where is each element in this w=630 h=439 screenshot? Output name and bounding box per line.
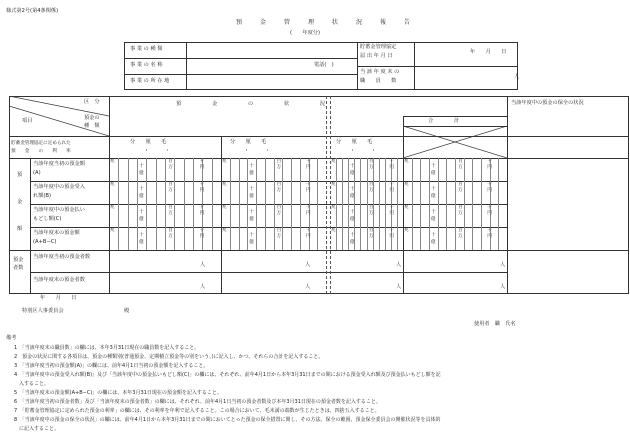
unit-mark-en: 円 [389, 234, 394, 239]
label-agreement-date-1: 貯蓄金管理協定 [360, 44, 397, 50]
unit-mark-oku_a: 十 [431, 187, 436, 192]
label-biz-type: 事 業 の 種 類 [130, 46, 163, 52]
unit-mark-en: 円 [306, 234, 311, 239]
header-yokin-1: 預金の [84, 115, 100, 121]
header-kubun: 区 分 [84, 99, 100, 105]
header-koumoku: 項目 [22, 118, 33, 124]
unit-mark-cho: 兆 [110, 182, 115, 187]
unit-mark-hyaku: 百 [168, 205, 173, 210]
unit-mark-cho: 兆 [222, 205, 227, 210]
unit-mark-man: 万 [458, 234, 463, 239]
note-item: 1 「当該年度末の職員数」の欄には、本年3月31日現在の職員数を記入すること。 [14, 345, 200, 351]
row-d-label-2: (A+B−C) [33, 239, 57, 245]
unit-mark-oku_a: 十 [249, 187, 254, 192]
header-total: 合 計 [428, 118, 460, 124]
unit-mark-sen: 千 [389, 159, 394, 164]
unit-mark-en: 円 [199, 234, 205, 239]
note-item: 7 「貯蓄金管理協定に定められた預金の利率」の欄には、その利率を年利で記入すること。この場合において、毛未満の端数が生じたときは、四捨五入すること。 [14, 408, 380, 414]
unit-mark-cho: 兆 [110, 159, 115, 164]
unit-mark-cho: 兆 [222, 159, 227, 164]
unit-mark-man: 万 [276, 165, 282, 170]
amount-cell-r3-c3[interactable] [330, 204, 403, 227]
row-c-label-2: もどし額(C) [33, 216, 62, 222]
dep-unit-1-4: 人 [500, 262, 506, 268]
label-biz-address: 事 業 の 所 在 地 [130, 78, 170, 84]
footer-date: 年 月 日 [40, 295, 77, 301]
unit-mark-sen: 千 [389, 182, 394, 187]
dep-unit-2-1: 人 [200, 284, 206, 290]
unit-mark-sen: 千 [389, 205, 394, 210]
unit-mark-man: 万 [368, 188, 374, 193]
page-title: 預 金 管 理 状 況 報 告 [236, 19, 417, 26]
label-rate-2: 預 金 の 利 率 [11, 149, 71, 154]
unit-mark-oku_a: 十 [349, 210, 355, 215]
amount-cell-r2-c2[interactable] [221, 181, 326, 204]
amount-cell-r4-c1[interactable] [109, 227, 221, 250]
note-item: 3 「当該年度当初の預金額(A)」の欄には、前年4月1日当初の預金額を記入すること。 [14, 363, 209, 369]
unit-mark-oku_a: 十 [249, 233, 254, 238]
unit-mark-man: 万 [276, 188, 282, 193]
unit-mark-man: 万 [168, 211, 173, 216]
group-label-3: 額 [17, 226, 23, 232]
note-item: 4 「当該年度中の預金受入れ額(B)」及び「当該年度中の預金払いもどし額(C)」の欄には、それぞれ、前年4月1日から本年3月31日までの間における預金受入れ額及び預金払いもどし額を記 [14, 372, 441, 378]
unit-mark-en: 円 [389, 165, 394, 170]
unit-mark-hyaku: 百 [368, 228, 374, 233]
amount-cell-r1-c2[interactable] [221, 158, 326, 181]
label-staff-1: 当 該 年 度 末 の [360, 69, 400, 75]
unit-mark-cho: 兆 [404, 228, 409, 233]
group-label-1: 預 [17, 172, 23, 178]
unit-mark-man: 万 [276, 211, 282, 216]
depositors-label-1: 預金 [13, 257, 24, 263]
unit-mark-hyaku: 百 [276, 205, 282, 210]
amount-cell-r2-c4[interactable] [403, 181, 507, 204]
rate-unit-1: 分 厘 毛 [130, 139, 167, 145]
unit-mark-en: 円 [487, 234, 492, 239]
dep-unit-1-2: 人 [305, 262, 311, 268]
unit-mark-man: 万 [168, 188, 173, 193]
amount-cell-r1-c1[interactable] [109, 158, 221, 181]
unit-mark-oku_b: 億 [431, 217, 436, 222]
unit-mark-oku_b: 億 [249, 217, 254, 222]
unit-mark-man: 万 [368, 211, 374, 216]
amount-cell-r4-c3[interactable] [330, 227, 403, 250]
rate-dots-1: ・ ・ [144, 148, 170, 154]
unit-mark-en: 円 [487, 165, 492, 170]
amount-cell-r4-c2[interactable] [221, 227, 326, 250]
unit-mark-man: 万 [168, 234, 173, 239]
unit-mark-oku_b: 億 [349, 171, 355, 176]
unit-mark-hyaku: 百 [368, 159, 374, 164]
unit-mark-en: 円 [306, 188, 311, 193]
unit-mark-sen: 千 [199, 228, 205, 233]
unit-mark-hyaku: 百 [458, 159, 463, 164]
unit-mark-hyaku: 百 [276, 159, 282, 164]
unit-mark-oku_b: 億 [349, 240, 355, 245]
dep-unit-1-3: 人 [396, 262, 402, 268]
unit-mark-en: 円 [199, 165, 205, 170]
label-staff-2: 職 員 数 [360, 78, 397, 84]
unit-mark-hyaku: 百 [276, 182, 282, 187]
unit-mark-sen: 千 [487, 228, 492, 233]
unit-mark-hyaku: 百 [168, 159, 173, 164]
label-phone: 電話( ) [314, 62, 334, 68]
unit-mark-cho: 兆 [331, 228, 336, 233]
dep-unit-1-1: 人 [200, 262, 206, 268]
unit-mark-cho: 兆 [404, 182, 409, 187]
unit-mark-oku_a: 十 [431, 164, 436, 169]
unit-mark-oku_a: 十 [139, 164, 144, 169]
note-item: 6 「当該年度当初の預金者数」及び「当該年度末の預金者数」の欄には、それぞれ、前年4月1日当初の預金者数及び本年3月31日現在の預金者数を記入すること。 [14, 399, 381, 405]
unit-mark-en: 円 [487, 188, 492, 193]
depositors-label-2: 者数 [13, 265, 24, 271]
label-biz-name: 事 業 の 名 称 [130, 62, 163, 68]
unit-mark-oku_a: 十 [349, 164, 355, 169]
unit-mark-oku_a: 十 [249, 164, 254, 169]
total-cross-lines [403, 126, 507, 158]
unit-mark-man: 万 [458, 165, 463, 170]
dep-row-2-label: 当該年度末の預金者数 [33, 277, 85, 283]
row-a-label-1: 当該年度当初の預金額 [33, 161, 85, 167]
header-preservation: 当該年度中の預金の保全の状況 [511, 100, 584, 106]
unit-mark-sen: 千 [199, 182, 205, 187]
staff-unit: 人 [514, 74, 520, 80]
unit-mark-sen: 千 [306, 205, 311, 210]
rate-unit-3: 分 厘 毛 [336, 139, 373, 145]
header-yokin-2: 種 類 [84, 123, 100, 129]
rate-unit-2: 分 厘 毛 [230, 139, 267, 145]
unit-mark-hyaku: 百 [168, 182, 173, 187]
unit-mark-oku_b: 億 [249, 194, 254, 199]
notes-heading: 備考 [6, 335, 17, 341]
row-b-label-1: 当該年度中の預金受入 [33, 184, 85, 190]
rate-dots-2: ・ ・ [244, 148, 270, 154]
unit-mark-man: 万 [168, 165, 173, 170]
unit-mark-sen: 千 [487, 182, 492, 187]
amount-cell-r4-c4[interactable] [403, 227, 507, 250]
unit-mark-man: 万 [458, 188, 463, 193]
unit-mark-oku_a: 十 [349, 187, 355, 192]
row-d-label-1: 当該年度末の預金額 [33, 230, 80, 236]
unit-mark-hyaku: 百 [368, 182, 374, 187]
label-agreement-date-2: 届 出 年 月 日 [360, 53, 393, 59]
unit-mark-oku_a: 十 [431, 210, 436, 215]
unit-mark-oku_b: 億 [249, 171, 254, 176]
dep-unit-2-4: 人 [500, 284, 506, 290]
note-item: 8 「当該年度中の預金の保全の状況」の欄には、前年4月1日から本年3月31日までの間においてとった預金の保全措置に関し、その方法、保全の範囲、預金保全委員会の開催状況等を具体的 [14, 417, 441, 423]
note-item: 入すること。 [14, 381, 50, 387]
unit-mark-oku_a: 十 [349, 233, 355, 238]
amount-cell-r1-c3[interactable] [330, 158, 403, 181]
unit-mark-cho: 兆 [110, 205, 115, 210]
amount-cell-r3-c1[interactable] [109, 204, 221, 227]
dep-unit-2-3: 人 [396, 284, 402, 290]
unit-mark-sen: 千 [389, 228, 394, 233]
unit-mark-oku_b: 億 [431, 240, 436, 245]
unit-mark-sen: 千 [306, 159, 311, 164]
unit-mark-oku_a: 十 [139, 233, 144, 238]
unit-mark-en: 円 [389, 188, 394, 193]
unit-mark-oku_a: 十 [139, 210, 144, 215]
unit-mark-sen: 千 [487, 205, 492, 210]
amount-cell-r2-c1[interactable] [109, 181, 221, 204]
footer-dono: 殿 [124, 308, 130, 314]
amount-cell-r1-c4[interactable] [403, 158, 507, 181]
unit-mark-oku_b: 億 [249, 240, 254, 245]
unit-mark-cho: 兆 [331, 205, 336, 210]
unit-mark-hyaku: 百 [368, 205, 374, 210]
rate-dots-3: ・ ・ [350, 148, 376, 154]
unit-mark-oku_b: 億 [349, 217, 355, 222]
unit-mark-oku_b: 億 [139, 171, 144, 176]
row-c-label-1: 当該年度中の預金払い [33, 207, 85, 213]
unit-mark-oku_b: 億 [431, 194, 436, 199]
note-item: 5 「当該年度末の預金額(A+B−C)」の欄には、本年3月31日現在の預金額を記入すること。 [14, 390, 222, 396]
group-label-2: 金 [17, 199, 23, 205]
unit-mark-hyaku: 百 [458, 228, 463, 233]
unit-mark-oku_a: 十 [139, 187, 144, 192]
unit-mark-sen: 千 [199, 205, 205, 210]
agreement-date-value: 年 月 日 [470, 49, 507, 55]
unit-mark-oku_a: 十 [249, 210, 254, 215]
note-item: 2 預金の状況に関する各項目は、預金の種類別(普通預金、定期積立預金等の別をいう。)に記入し、かつ、それらの合計を記入すること。 [14, 354, 324, 360]
unit-mark-cho: 兆 [404, 159, 409, 164]
unit-mark-hyaku: 百 [276, 228, 282, 233]
period-label: ( 年度分) [290, 30, 320, 36]
unit-mark-en: 円 [306, 211, 311, 216]
unit-mark-man: 万 [276, 234, 282, 239]
dep-unit-2-2: 人 [305, 284, 311, 290]
form-number: 様式第2号(第4条関係) [6, 8, 59, 14]
unit-mark-en: 円 [487, 211, 492, 216]
unit-mark-oku_b: 億 [139, 217, 144, 222]
unit-mark-hyaku: 百 [168, 228, 173, 233]
amount-cell-r3-c2[interactable] [221, 204, 326, 227]
unit-mark-hyaku: 百 [458, 205, 463, 210]
unit-mark-oku_a: 十 [431, 233, 436, 238]
unit-mark-en: 円 [199, 211, 205, 216]
unit-mark-sen: 千 [487, 159, 492, 164]
unit-mark-en: 円 [389, 211, 394, 216]
unit-mark-cho: 兆 [222, 228, 227, 233]
unit-mark-sen: 千 [306, 228, 311, 233]
footer-user: 使用者 職 氏名 [474, 321, 516, 327]
row-b-label-2: れ額(B) [33, 193, 51, 199]
unit-mark-en: 円 [306, 165, 311, 170]
label-rate-1: 貯蓄金管理協定に定められた [11, 141, 71, 146]
unit-mark-man: 万 [368, 165, 374, 170]
unit-mark-sen: 千 [199, 159, 205, 164]
unit-mark-oku_b: 億 [139, 194, 144, 199]
unit-mark-sen: 千 [306, 182, 311, 187]
row-a-label-2: (A) [33, 170, 41, 176]
unit-mark-cho: 兆 [331, 159, 336, 164]
unit-mark-oku_b: 億 [431, 171, 436, 176]
unit-mark-cho: 兆 [110, 228, 115, 233]
unit-mark-cho: 兆 [404, 205, 409, 210]
unit-mark-cho: 兆 [331, 182, 336, 187]
unit-mark-hyaku: 百 [458, 182, 463, 187]
header-deposit-status: 預 金 の 状 況 [176, 101, 327, 107]
unit-mark-man: 万 [368, 234, 374, 239]
unit-mark-oku_b: 億 [349, 194, 355, 199]
unit-mark-cho: 兆 [222, 182, 227, 187]
amount-cell-r3-c4[interactable] [403, 204, 507, 227]
dep-row-1-label: 当該年度当初の預金者数 [33, 254, 91, 260]
unit-mark-oku_b: 億 [139, 240, 144, 245]
unit-mark-man: 万 [458, 211, 463, 216]
footer-office: 特別区人事委員会 [22, 308, 64, 314]
note-item: に記入すること。 [14, 426, 60, 432]
unit-mark-en: 円 [199, 188, 205, 193]
amount-cell-r2-c3[interactable] [330, 181, 403, 204]
